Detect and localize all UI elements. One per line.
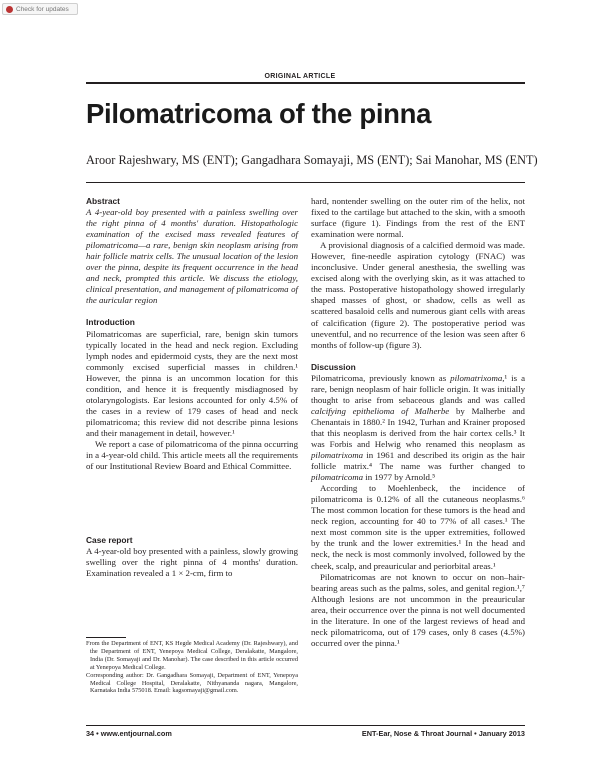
case-report-paragraph-1: A 4-year-old boy presented with a painless, slowly growing swelling over the right pinna of 4 months' duration. Examination revealed a 1 × 2-cm, firm to xyxy=(86,546,298,579)
discussion-paragraph-1: Pilomatricoma, previously known as pilomatrixoma,¹ is a rare, benign neoplasm of hair follicle origin. It was initially thought to arise from sebaceous glands and was called calcifying epithelioma of Malherbe by Malherbe and Chenantais in 1880.² In 1942, Turhan and Krainer proposed that this neoplasm is derived from the hair cortex cells.³ It was Forbis and Helwig who renamed this neoplasm as pilomatrixoma in 1961 and described its origin as the hair follicle matrix.⁴ The name was further changed to pilomatricoma in 1977 by Arnold.⁵ xyxy=(311,372,525,483)
discussion-paragraph-3: Pilomatricomas are not known to occur on non–hair-bearing areas such as the palms, soles, and genital region.¹,⁷ Although lesions are not uncommon in the preauricular area, their occurrence over the pinna is not well documented in the literature. In one of the largest reviews of head and neck pilomatricoma, out of 179 cases, only 8 cases (4.5%) occurred over the pinna.¹ xyxy=(311,571,525,648)
introduction-paragraph-1: Pilomatricomas are superficial, rare, benign skin tumors typically located in the head and neck region. Excluding lymph nodes and epidermoid cysts, they are the next most commonly excised superficial masses in children.¹ However, the pinna is an uncommon location for this condition, and hence it is frequently misdiagnosed by otolaryngologists. Ear lesions accounted for only 4.5% of the cases in a review of 179 cases of head and neck pilomatricoma; this review did not describe pinna lesions and their management in detail, however.¹ xyxy=(86,328,298,438)
check-for-updates-badge[interactable] xyxy=(2,3,78,15)
article-title: Pilomatricoma of the pinna xyxy=(86,98,432,129)
abstract-heading: Abstract xyxy=(86,196,120,206)
discussion-paragraph-2: According to Moehlenbeck, the incidence of pilomatricoma is 0.12% of all the cutaneous neoplasms.⁶ The most common location for these tumors is the head and neck region, accounting for 40 to 77% of all cases.¹ The next most common site is the upper extremities, followed by the trunk and the lower extremities.¹ In the head and neck, the neck is most commonly involved, followed by the cheek, scalp, and preauricular and periorbital areas.¹ xyxy=(311,483,525,571)
badge-label: Check for updates xyxy=(16,5,69,13)
footer-rule xyxy=(86,725,525,726)
case-report-heading: Case report xyxy=(86,535,133,545)
update-icon xyxy=(6,6,13,13)
left-column xyxy=(86,196,298,472)
case-report-block xyxy=(86,535,298,579)
right-column xyxy=(311,196,525,649)
header-rule xyxy=(86,82,525,84)
introduction-heading: Introduction xyxy=(86,317,135,328)
correspondence-line: Corresponding author: Dr. Gangadhara Somayaji, Department of ENT, Yenepoya Medical College Hospital, Deralakatte, Nithyananda nagara, Mangalore, Karnataka India 575018. Email: kagsomayaji@gmail.com. xyxy=(86,671,298,695)
case-report-paragraph-2: A provisional diagnosis of a calcified dermoid was made. However, fine-needle aspiration cytology (FNAC) was inconclusive. Under general anesthesia, the swelling was excised along with the overlying skin, as it was attached to the mass. Postoperative histopathology showed irregularly shaped masses of ghost, or shadow, cells as well as scattered basaloid cells and numerous giant cells with areas of calcification (figure 2). The postoperative period was uneventful, and no recurrence of the lesion was seen after 6 months of follow-up (figure 3). xyxy=(311,240,525,350)
page-number-url: 34 • www.entjournal.com xyxy=(86,729,172,738)
journal-issue: ENT-Ear, Nose & Throat Journal • January 2013 xyxy=(361,729,525,738)
affiliation-footnote xyxy=(86,640,298,695)
affiliation-line: From the Department of ENT, KS Hegde Medical Academy (Dr. Rajeshwary), and the Department of ENT, Yenepoya Medical College, Deralakatte, Mangalore, India (Dr. Somayaji and Dr. Manohar). The case described in this article occurred at Yenepoya Medical College. xyxy=(86,640,298,671)
discussion-heading: Discussion xyxy=(311,361,356,372)
footnote-rule xyxy=(86,637,126,638)
section-label: ORIGINAL ARTICLE xyxy=(264,73,336,80)
author-list: Aroor Rajeshwary, MS (ENT); Gangadhara Somayaji, MS (ENT); Sai Manohar, MS (ENT) xyxy=(86,153,538,167)
abstract-text: A 4-year-old boy presented with a painless swelling over the right pinna of 4 months' duration. Histopathologic examination of the excised mass revealed features of pilomatricoma—a rare, benign skin neoplasm arising from hair follicle matrix cells. The unusual location of the lesion over the pinna, despite its frequent occurrence in the head and neck, prompted this article. We discuss the etiology, clinical presentation, and management of pilomatricoma of the auricular region xyxy=(86,207,298,306)
title-rule xyxy=(86,182,525,183)
case-report-paragraph-1-continued: hard, nontender swelling on the outer rim of the helix, not fixed to the cartilage but attached to the skin, with a smooth surface (figure 1). Findings from the rest of the ENT examination were normal. xyxy=(311,196,525,240)
introduction-paragraph-2: We report a case of pilomatricoma of the pinna occurring in a 4-year-old child. This article meets all the requirements of our Institutional Review Board and Ethical Committee. xyxy=(86,438,298,472)
